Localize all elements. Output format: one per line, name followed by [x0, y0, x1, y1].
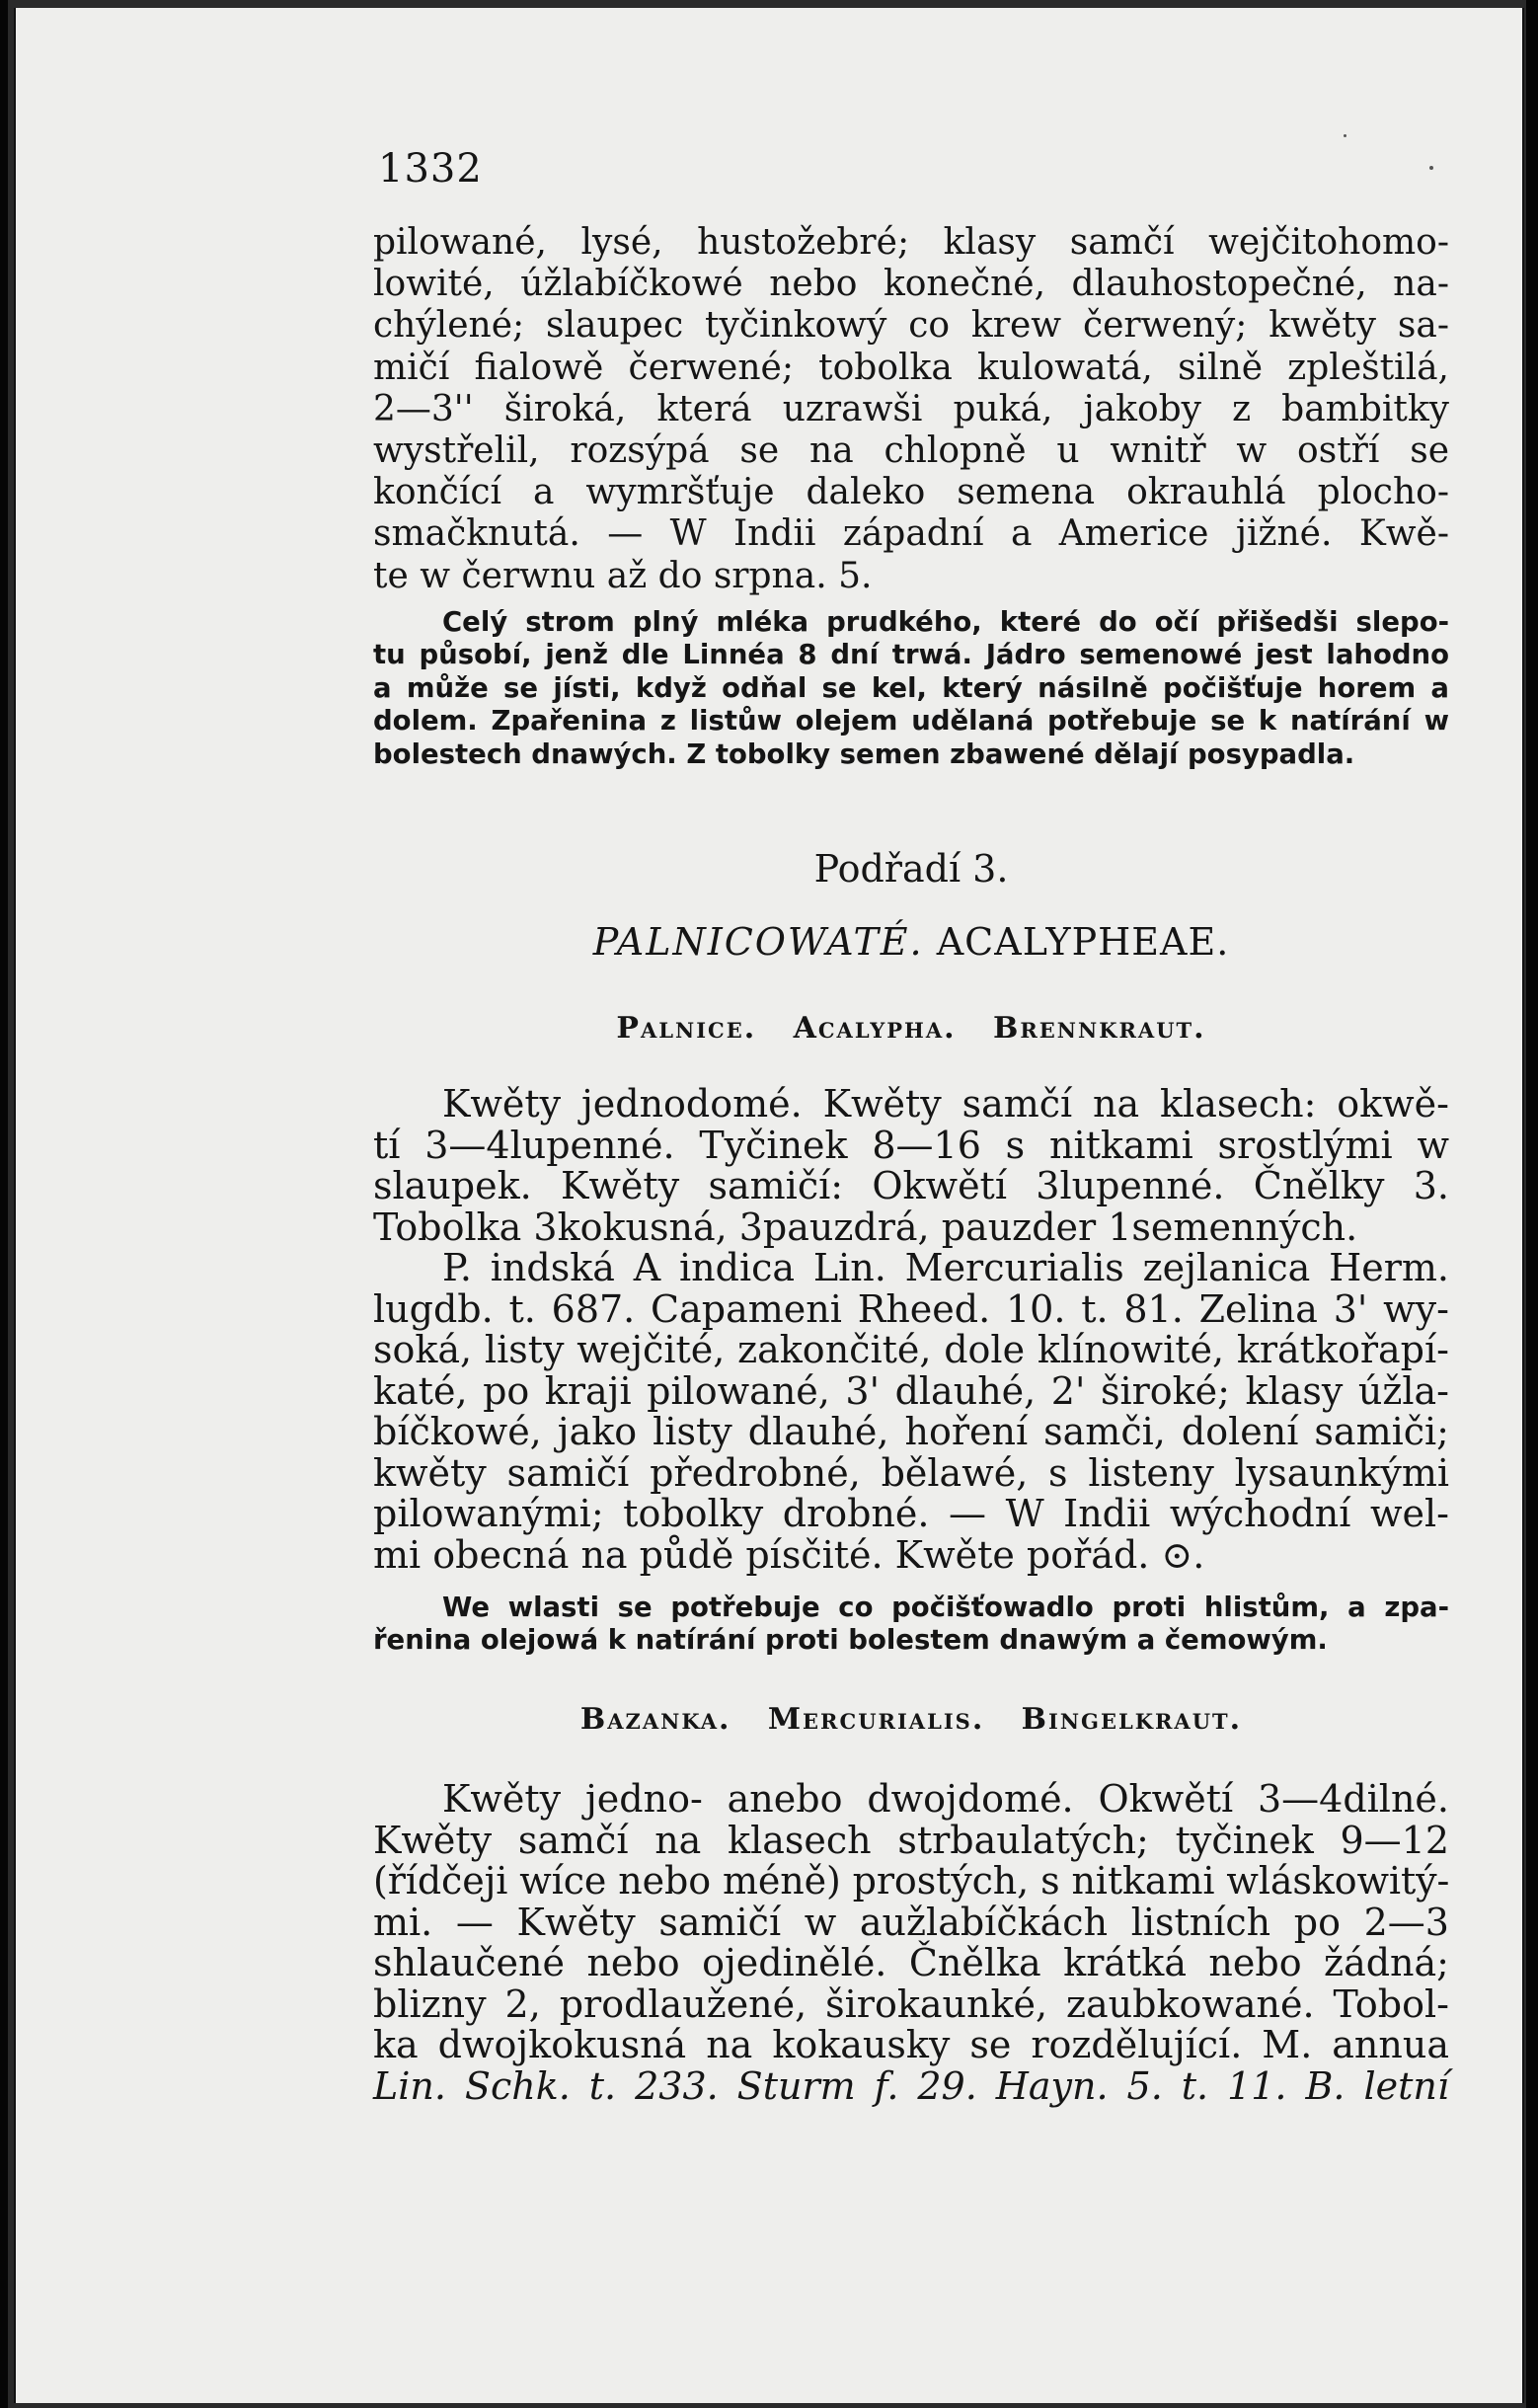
- text-line: blizny 2, prodlaužené, širokaunké, zaubkowané. Tobol-: [373, 1981, 1449, 2026]
- usage-note: [373, 1592, 1449, 1658]
- text-line: bíčkowé, jako listy dlauhé, hoření samči, dolení samiči;: [373, 1410, 1449, 1453]
- text-line: končící a wymršťuje daleko semena okrauhlá plocho-: [373, 472, 1449, 513]
- genus-description: [373, 1779, 1449, 2107]
- note-line: Celý strom plný mléka prudkého, které do očí přišedši slepo-: [442, 606, 1449, 638]
- text-line: pilowanými; tobolky drobné. — W Indii wýchodní wel-: [373, 1492, 1449, 1535]
- note-line: We wlasti se potřebuje co počišťowadlo proti hlistům, a zpa-: [442, 1592, 1449, 1623]
- text-line: Kwěty samčí na klasech strbaulatých; tyčinek 9—12: [373, 1818, 1449, 1862]
- text-line: soká, listy wejčité, zakončité, dole klínowité, krátkořapí-: [373, 1328, 1449, 1371]
- text-line: smačknutá. — W Indii západní a Americe jižné. Kwě-: [373, 513, 1449, 555]
- text-line: tí 3—4lupenné. Tyčinek 8—16 s nitkami srostlými w: [373, 1123, 1449, 1167]
- text-line: P. indská A indica Lin. Mercurialis zejlanica Herm.: [442, 1246, 1449, 1289]
- genus-german: Brennkraut.: [992, 1011, 1206, 1046]
- family-name-czech: PALNICOWATÉ.: [592, 920, 924, 964]
- genus-latin: Acalypha.: [793, 1011, 957, 1046]
- text-line: (řídčeji wíce nebo méně) prostých, s nitkami wláskowitý-: [373, 1859, 1450, 1903]
- text-line: Lin. Schk. t. 233. Sturm f. 29. Hayn. 5. t. 11. B. letní: [373, 2063, 1449, 2108]
- text-line: lowité, úžlabíčkowé nebo konečné, dlauhostopečné, na-: [373, 264, 1449, 305]
- text-line: lugdb. t. 687. Capameni Rheed. 10. t. 81. Zelina 3' wy-: [373, 1286, 1449, 1331]
- genus-czech: Bazanka.: [579, 1702, 731, 1737]
- text-line: te w čerwnu až do srpna. 5.: [373, 555, 873, 596]
- usage-note: [373, 606, 1449, 771]
- note-line: řenina olejowá k natírání proti bolestem dnawým a čemowým.: [373, 1624, 1328, 1657]
- family-heading: [373, 920, 1449, 964]
- text-line: kwěty samičí předrobné, bělawé, s listeny lysaunkými: [373, 1450, 1449, 1495]
- text-line: mi. — Kwěty samičí w aužlabíčkách listních po 2—3: [373, 1900, 1449, 1944]
- text-line: slaupek. Kwěty samičí: Okwětí 3lupenné. Čnělky 3.: [373, 1164, 1449, 1207]
- text-line: mičí fialowě čerwené; tobolka kulowatá, silně zpleštilá,: [373, 347, 1449, 388]
- genus-description: [373, 1084, 1449, 1576]
- paragraph-continued: [373, 222, 1449, 597]
- note-line: tu působí, jenž dle Linnéa 8 dní trwá. Jádro semenowé jest lahodno: [373, 639, 1449, 671]
- scan-speck: [1344, 134, 1346, 137]
- text-line: katé, po kraji pilowané, 3' dlauhé, 2' široké; klasy úžla-: [373, 1368, 1449, 1413]
- text-line: shlaučené nebo ojedinělé. Čnělka krátká nebo žádná;: [373, 1941, 1449, 1984]
- note-line: bolestech dnawých. Z tobolky semen zbawené dělají posypadla.: [373, 738, 1355, 770]
- text-line: wystřelil, rozsýpá se na chlopně u wnitř w ostří se: [373, 430, 1449, 472]
- text-line: ka dwojkokusná na kokausky se rozdělující. M. annua: [373, 2023, 1449, 2066]
- note-line: a může se jísti, když odňal se kel, který násilně počišťuje horem a: [373, 671, 1449, 704]
- genus-heading: [373, 1011, 1449, 1046]
- text-line: Kwěty jednodomé. Kwěty samčí na klasech: okwě-: [442, 1082, 1449, 1126]
- subfamily-heading: Podřadí 3.: [813, 847, 1009, 891]
- family-name-latin: ACALYPHEAE.: [936, 920, 1230, 964]
- text-line: chýlené; slaupec tyčinkowý co krew čerwený; kwěty sa-: [373, 305, 1449, 347]
- text-line: pilowané, lysé, hustožebré; klasy samčí wejčitohomo-: [373, 222, 1449, 263]
- scan-edge-left: [0, 0, 8, 2408]
- page-number: 1332: [378, 146, 483, 192]
- text-line: Tobolka 3kokusná, 3pauzdrá, pauzder 1semenných.: [373, 1204, 1358, 1249]
- genus-latin: Mercurialis.: [767, 1702, 985, 1737]
- genus-german: Bingelkraut.: [1021, 1702, 1243, 1737]
- scan-speck: [1429, 166, 1433, 170]
- text-line: 2—3'' široká, která uzrawši puká, jakoby z bambitky: [373, 388, 1449, 429]
- text-line: Kwěty jedno- anebo dwojdomé. Okwětí 3—4dilné.: [442, 1777, 1449, 1821]
- genus-czech: Palnice.: [616, 1011, 757, 1046]
- text-line: mi obecná na půdě písčité. Kwěte pořád. ⊙.: [373, 1532, 1205, 1577]
- genus-heading: [373, 1702, 1449, 1737]
- note-line: dolem. Zpařenina z listůw olejem udělaná potřebuje se k natírání w: [373, 705, 1449, 738]
- scan-edge-right: [1526, 0, 1538, 2408]
